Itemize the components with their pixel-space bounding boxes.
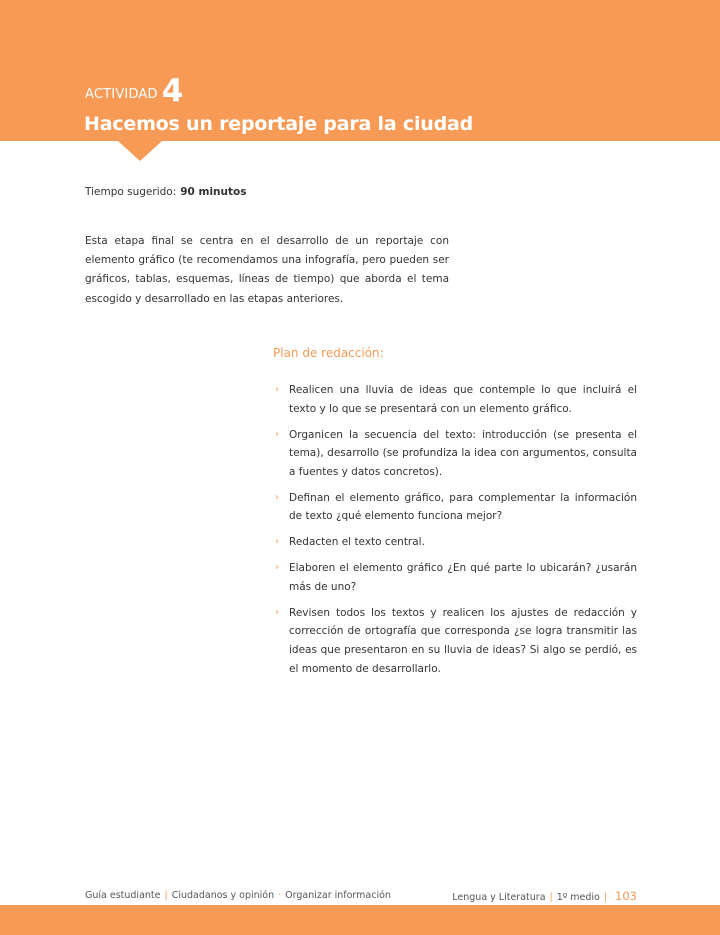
page-number: 103 xyxy=(615,889,637,903)
footer-separator: | xyxy=(549,892,553,903)
bullet-icon: › xyxy=(275,562,279,574)
bullet-icon: › xyxy=(275,536,279,548)
footer-grade: 1º medio xyxy=(556,892,600,903)
footer-left xyxy=(85,890,391,901)
footer-dot: · xyxy=(278,890,282,901)
list-item-text: Revisen todos los textos y realicen los ajustes de redacción y corrección de ortografía que corresponda ¿se logra transmitir las ideas que presentaron en su lluvia de ideas? Si algo se perdió, es el momento de desarrollarlo. xyxy=(289,606,637,675)
list-item xyxy=(273,533,637,552)
footer-band xyxy=(0,905,720,935)
bullet-icon: › xyxy=(275,606,279,618)
list-item xyxy=(273,381,637,418)
footer-unit: Ciudadanos y opinión xyxy=(171,890,275,901)
footer-subject: Lengua y Literatura xyxy=(452,892,546,903)
list-item-text: Redacten el texto central. xyxy=(289,536,425,549)
plan-title: Plan de redacción: xyxy=(273,346,384,360)
list-item-text: Definan el elemento gráfico, para complementar la información de texto ¿qué elemento funciona mejor? xyxy=(289,491,637,523)
list-item xyxy=(273,604,637,678)
activity-number: 4 xyxy=(161,73,184,109)
list-item xyxy=(273,426,637,482)
footer-section: Organizar información xyxy=(285,890,391,901)
time-value: 90 minutos xyxy=(180,186,247,198)
footer-separator: | xyxy=(164,890,168,901)
bullet-icon: › xyxy=(275,491,279,503)
intro-paragraph: Esta etapa final se centra en el desarrollo de un reportaje con elemento gráfico (te recomendamos una infografía, pero pueden ser gráficos, tablas, esquemas, líneas de tiempo) que aborda el tema escogido y desarrollado en las etapas anteriores. xyxy=(85,235,449,305)
footer-right xyxy=(452,889,637,903)
header-notch-decoration xyxy=(118,141,162,161)
page-title: Hacemos un reportaje para la ciudad xyxy=(84,113,474,135)
bullet-icon: › xyxy=(275,384,279,395)
footer-guide: Guía estudiante xyxy=(85,890,161,901)
plan-list xyxy=(273,381,637,686)
time-label: Tiempo sugerido: xyxy=(85,186,177,198)
bullet-icon: › xyxy=(275,428,279,440)
activity-word: ACTIVIDAD xyxy=(85,87,158,102)
list-item-text: Elaboren el elemento gráfico ¿En qué parte lo ubicarán? ¿usarán más de uno? xyxy=(289,562,637,593)
activity-label xyxy=(85,73,183,109)
footer xyxy=(85,890,637,904)
list-item xyxy=(273,559,637,596)
footer-separator: | xyxy=(603,892,608,903)
list-item-text: Organicen la secuencia del texto: introducción (se presenta el tema), desarrollo (se profundiza la idea con argumentos, consulta a fuentes y datos concretos). xyxy=(289,428,637,478)
suggested-time xyxy=(85,186,246,198)
list-item xyxy=(273,489,637,526)
list-item-text: Realicen una lluvia de ideas que contemple lo que incluirá el texto y lo que se presentará con un elemento gráfico. xyxy=(289,384,637,415)
